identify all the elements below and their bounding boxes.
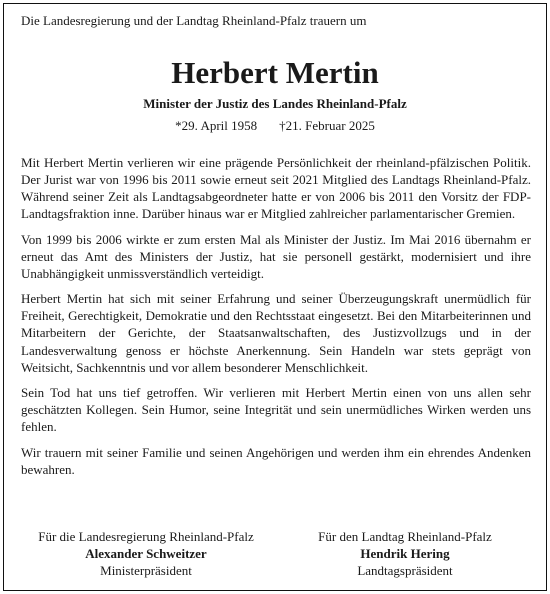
notice-body bbox=[21, 154, 531, 486]
signature-parliament bbox=[280, 528, 530, 579]
body-paragraph: Von 1999 bis 2006 wirkte er zum ersten Mal als Minister der Justiz. Im Mai 2016 übernahm er erneut das Amt des Ministers der Justiz, hat sie personell gestärkt, modernisiert und ihre Unabhängigkeit unmissverständlich verteidigt. bbox=[21, 231, 531, 281]
life-dates bbox=[0, 118, 550, 134]
death-date: †21. Februar 2025 bbox=[279, 118, 375, 133]
body-paragraph: Mit Herbert Mertin verlieren wir eine prägende Persönlichkeit der rheinland-pfälzischen Politik. Der Jurist war von 1996 bis 2011 sowie erneut seit 2021 Mitglied des Landtags Rheinland-Pfalz. Während seiner Zeit als Landtagsabgeordneter hatte er von 2006 bis 2011 den Vorsitz der FDP-Landtagsfraktion inne. Darüber hinaus war er Mitglied zahlreicher parlamentarischer Gremien. bbox=[21, 155, 531, 222]
intro-line: Die Landesregierung und der Landtag Rheinland-Pfalz trauern um bbox=[21, 13, 367, 28]
signature-person: Alexander Schweitzer bbox=[85, 546, 207, 561]
signature-org: Für die Landesregierung Rheinland-Pfalz bbox=[38, 529, 254, 544]
signature-government bbox=[21, 528, 271, 579]
deceased-name: Herbert Mertin bbox=[171, 55, 379, 90]
signature-person: Hendrik Hering bbox=[360, 546, 450, 561]
body-paragraph: Sein Tod hat uns tief getroffen. Wir verlieren mit Herbert Mertin einen von uns allen sehr geschätzten Kollegen. Sein Humor, seine Integrität und sein unermüdliches Wirken werden uns fehlen. bbox=[21, 385, 531, 435]
birth-date: *29. April 1958 bbox=[175, 118, 258, 133]
body-paragraph: Wir trauern mit seiner Familie und seinen Angehörigen und werden ihm ein ehrendes Andenken bewahren. bbox=[21, 444, 531, 477]
body-paragraph: Herbert Mertin hat sich mit seiner Erfahrung und seiner Überzeugungskraft unermüdlich für Freiheit, Gerechtigkeit, Demokratie und den Rechtsstaat eingesetzt. Bei den Mitarbeiterinnen und Mitarbeitern der Gerichte, der Staatsanwaltschaften, des Justizvollzugs und in der Landesverwaltung genoss er höchste Anerkennung. Sein Handeln war stets geprägt von Weitsicht, Sachkenntnis und vor allem besonderer Menschlichkeit. bbox=[21, 291, 531, 375]
signature-title: Landtagspräsident bbox=[357, 563, 453, 578]
deceased-role: Minister der Justiz des Landes Rheinland-Pfalz bbox=[143, 96, 407, 111]
signature-title: Ministerpräsident bbox=[100, 563, 192, 578]
signature-org: Für den Landtag Rheinland-Pfalz bbox=[318, 529, 492, 544]
